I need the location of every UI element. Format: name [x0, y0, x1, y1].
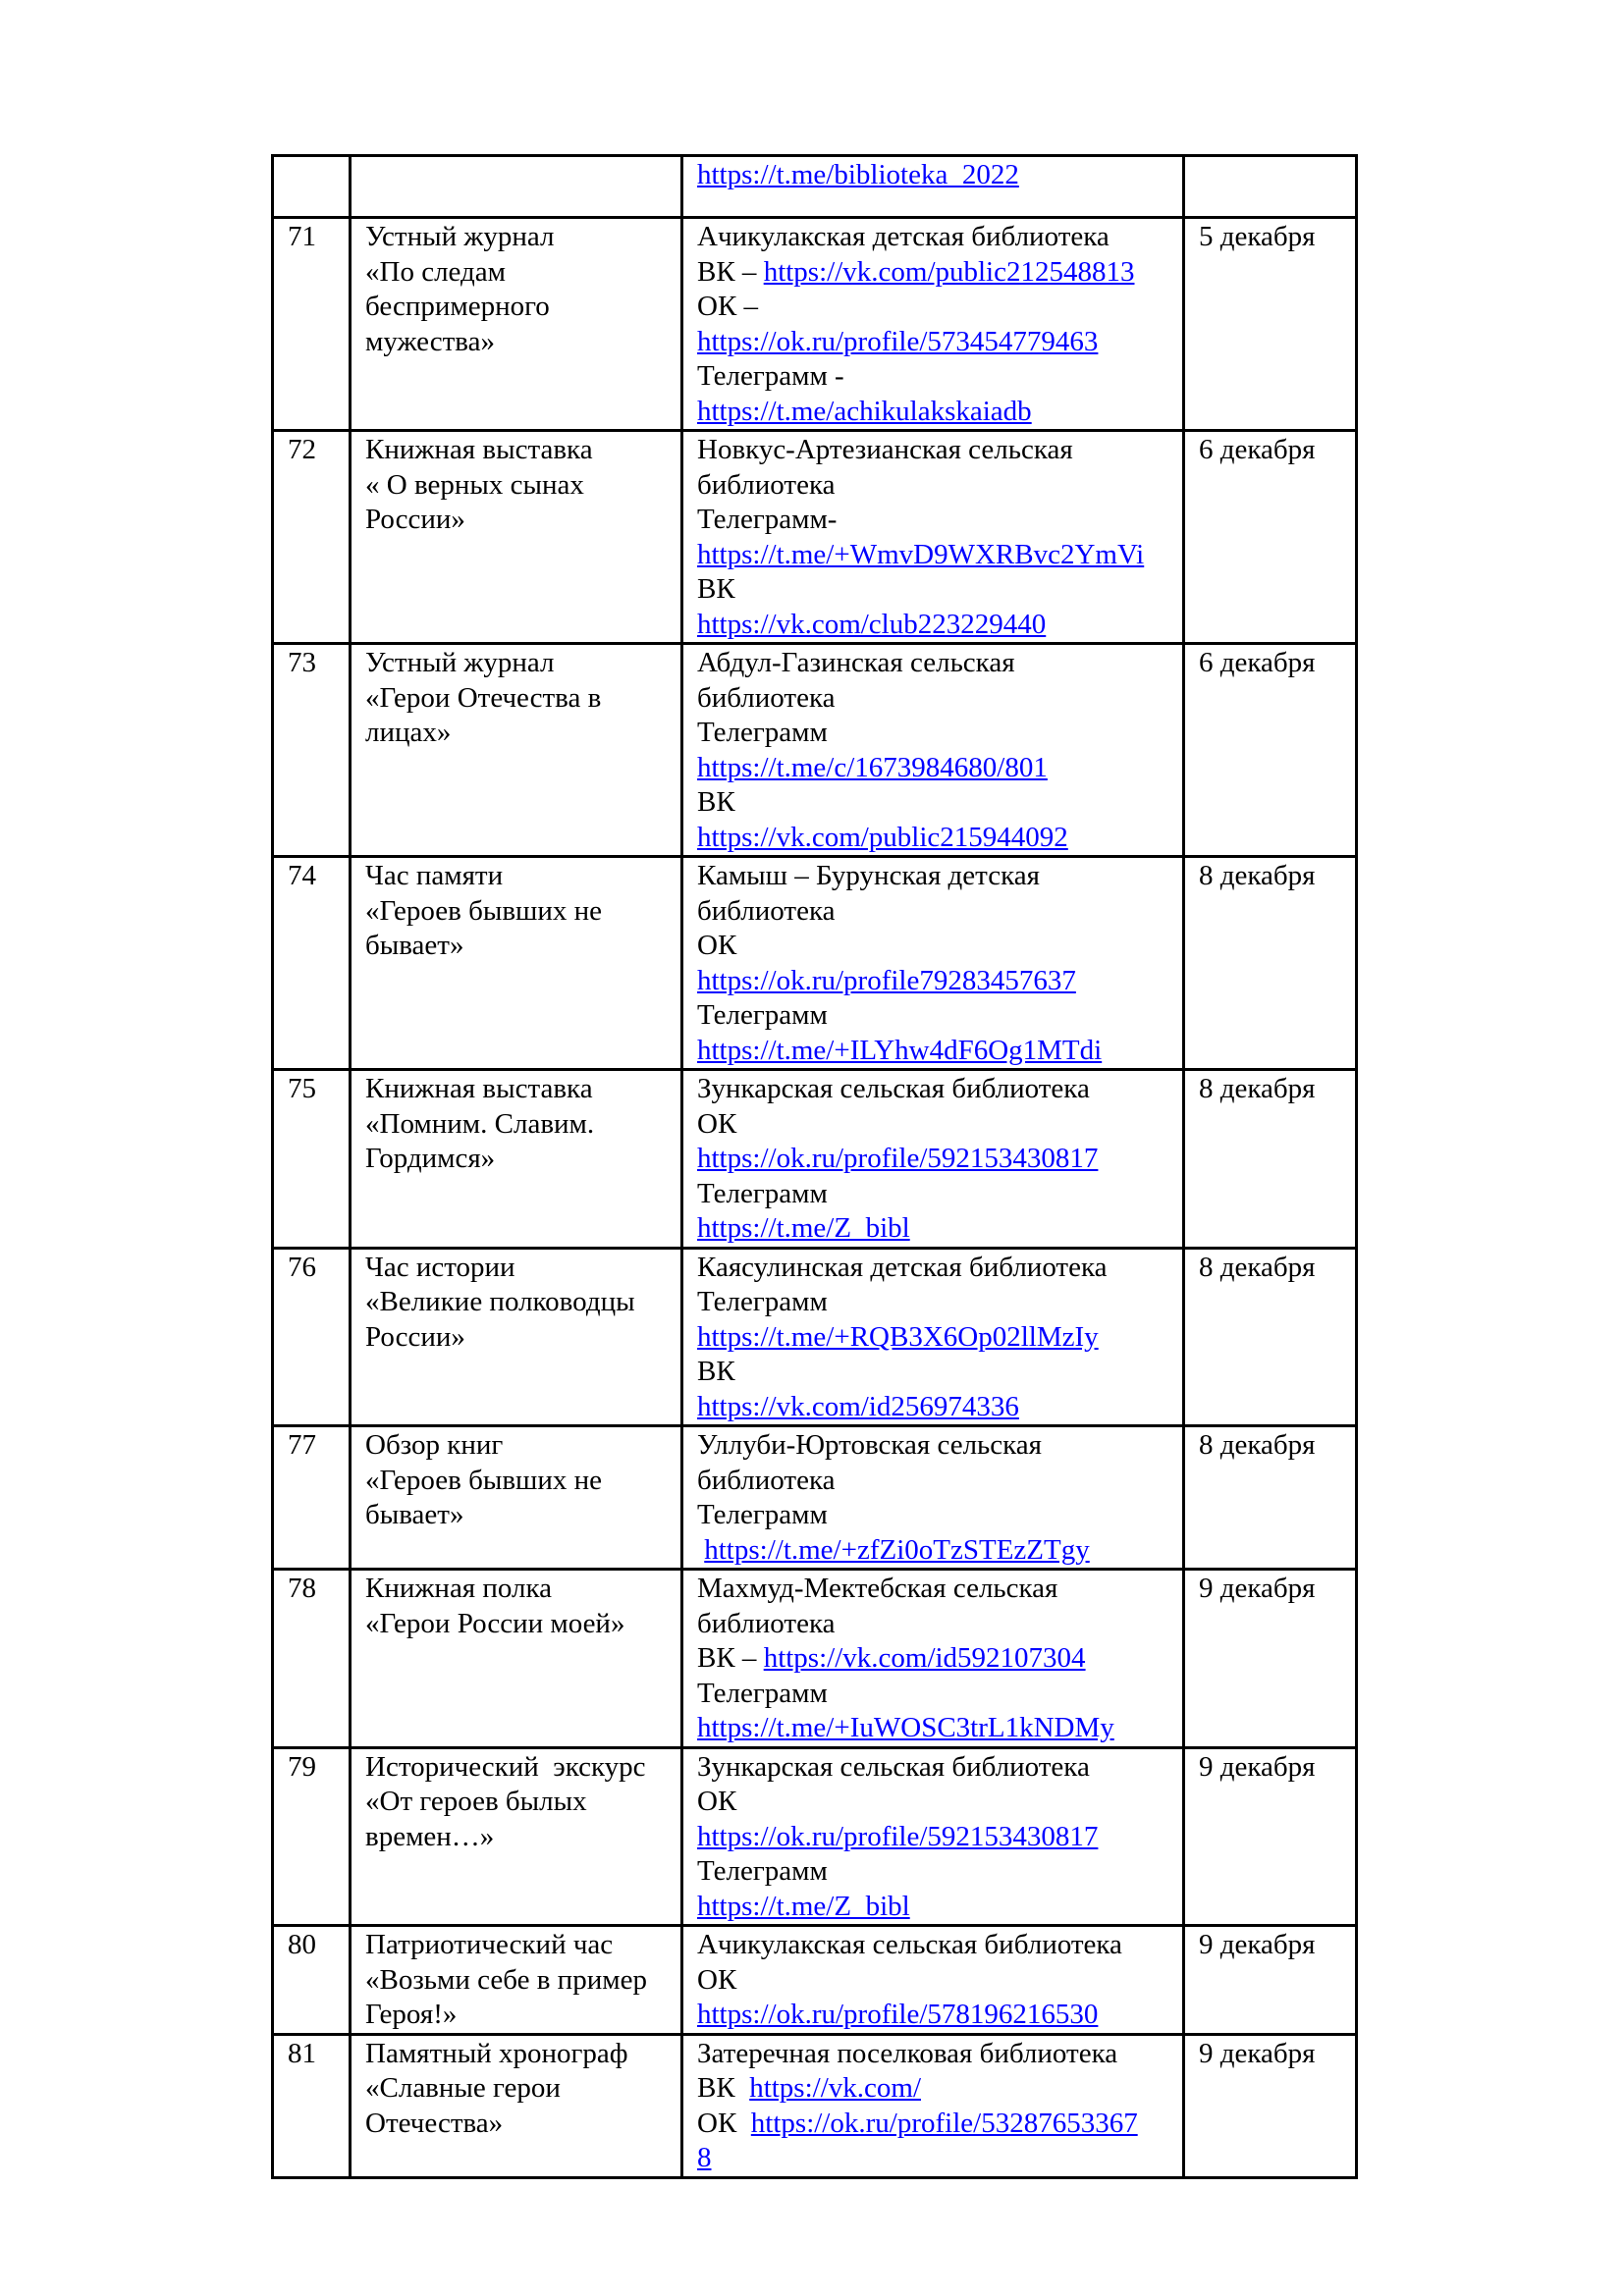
- event-title-line: Обзор книг: [365, 1429, 504, 1461]
- row-number-cell: [273, 1747, 351, 1926]
- event-title-line: Час истории: [365, 1251, 515, 1283]
- row-number: 73: [288, 647, 316, 678]
- event-title-cell: [351, 1426, 682, 1570]
- event-title-line: Книжная выставка: [365, 434, 593, 465]
- library-cell: [682, 1426, 1184, 1570]
- library-link-line: [697, 325, 1172, 360]
- events-table: [271, 154, 1358, 2179]
- social-network-label: ВК: [697, 2072, 750, 2104]
- event-date: 8 декабря: [1199, 1251, 1316, 1283]
- event-title-line: «От героев былых: [365, 1786, 587, 1817]
- social-link[interactable]: https://t.me/achikulakskaiadb: [697, 395, 1032, 427]
- table-row: [273, 1248, 1357, 1426]
- library-info-text: Каясулинская детская библиотека: [697, 1251, 1108, 1283]
- library-info-text: Ачикулакская детская библиотека: [697, 221, 1110, 252]
- library-cell: [682, 1248, 1184, 1426]
- event-title-line: «Герои Отечества в: [365, 681, 602, 714]
- event-date: 9 декабря: [1199, 1750, 1316, 1783]
- library-link-line: [697, 2107, 1172, 2142]
- social-link[interactable]: https://vk.com/id256974336: [697, 1390, 1019, 1422]
- library-cell: [682, 1070, 1184, 1249]
- event-title-line: Памятный хронограф: [365, 2037, 628, 2069]
- table-row: [273, 1747, 1357, 1926]
- row-number: 81: [288, 2037, 316, 2069]
- event-title-line: « О верных сынах: [365, 468, 584, 501]
- library-info-text: ВК: [697, 786, 735, 818]
- event-title-line: «Героев бывших не: [365, 1464, 603, 1496]
- date-cell: [1184, 218, 1357, 431]
- table-row: [273, 156, 1357, 218]
- date-cell: [1184, 1747, 1357, 1926]
- event-title-cell: [351, 156, 682, 218]
- row-number-cell: [273, 1070, 351, 1249]
- event-date: 8 декабря: [1199, 1429, 1316, 1461]
- library-info-text: Затеречная поселковая библиотека: [697, 2037, 1118, 2069]
- event-title-cell: [351, 857, 682, 1070]
- social-link[interactable]: https://ok.ru/profile/578196216530: [697, 1999, 1099, 2030]
- event-title-line: Отечества»: [365, 2107, 504, 2139]
- row-number-cell: [273, 218, 351, 431]
- date-cell: [1184, 1926, 1357, 2035]
- library-link-line: [697, 2141, 1172, 2176]
- event-title-line: беспримерного: [365, 291, 550, 322]
- event-title-line: Устный журнал: [365, 221, 555, 252]
- social-link[interactable]: https://ok.ru/profile/53287653367: [750, 2107, 1138, 2139]
- event-date: 8 декабря: [1199, 860, 1316, 891]
- library-info-text: библиотека: [697, 1607, 836, 1639]
- event-title-line: «Возьми себе в пример: [365, 1963, 647, 1996]
- library-cell: [682, 431, 1184, 644]
- event-title-line: России»: [365, 504, 465, 535]
- library-link-line: [697, 1034, 1172, 1069]
- library-cell: [682, 1926, 1184, 2035]
- event-title-line: времен…»: [365, 1820, 495, 1852]
- event-title-cell: [351, 644, 682, 857]
- date-cell: [1184, 1070, 1357, 1249]
- library-info-text: Телеграмм: [697, 999, 828, 1031]
- row-number-cell: [273, 1570, 351, 1748]
- event-title-line: Книжная выставка: [365, 1073, 593, 1104]
- library-cell: [682, 2034, 1184, 2177]
- library-link-line: [697, 1711, 1172, 1746]
- library-link-line: [697, 1320, 1172, 1356]
- date-cell: [1184, 1248, 1357, 1426]
- event-title-line: Исторический экскурс: [365, 1750, 646, 1783]
- events-table-body: [273, 156, 1357, 2178]
- date-cell: [1184, 1426, 1357, 1570]
- social-link[interactable]: https://t.me/+ILYhw4dF6Og1MTdi: [697, 1034, 1103, 1066]
- event-title-cell: [351, 431, 682, 644]
- library-info-text: Новкус-Артезианская сельская: [697, 434, 1073, 465]
- library-info-text: ОК –: [697, 291, 759, 322]
- event-title-cell: [351, 1248, 682, 1426]
- library-link-line: [697, 1211, 1172, 1247]
- library-info-text: ОК: [697, 1963, 737, 1996]
- social-link[interactable]: https://t.me/c/1673984680/801: [697, 751, 1048, 783]
- library-info-text: библиотека: [697, 894, 836, 927]
- event-title-line: мужества»: [365, 325, 495, 357]
- library-cell: [682, 644, 1184, 857]
- table-row: [273, 1570, 1357, 1748]
- event-title-line: Гордимся»: [365, 1143, 496, 1174]
- library-info-text: Уллуби-Юртовская сельская: [697, 1429, 1043, 1461]
- library-link-line: [697, 1533, 1172, 1569]
- row-number-cell: [273, 1426, 351, 1570]
- library-info-text: Телеграмм: [697, 1855, 828, 1887]
- library-link-line: [697, 1890, 1172, 1925]
- library-info-text: Махмуд-Мектебская сельская: [697, 1573, 1058, 1604]
- row-number: 79: [288, 1750, 316, 1783]
- table-row: [273, 2034, 1357, 2177]
- library-link-line: [697, 395, 1172, 430]
- row-number: 76: [288, 1251, 316, 1283]
- row-number-cell: [273, 2034, 351, 2177]
- social-link[interactable]: https://ok.ru/profile/592153430817: [697, 1820, 1099, 1852]
- event-title-cell: [351, 218, 682, 431]
- social-link[interactable]: https://t.me/+RQB3X6Op02llMzIy: [697, 1320, 1099, 1353]
- library-cell: [682, 857, 1184, 1070]
- library-link-line: [697, 1998, 1172, 2033]
- library-cell: [682, 218, 1184, 431]
- library-info-text: Телеграмм: [697, 1499, 828, 1530]
- row-number-cell: [273, 431, 351, 644]
- library-cell: [682, 156, 1184, 218]
- table-row: [273, 431, 1357, 644]
- row-number-cell: [273, 156, 351, 218]
- library-info-text: Телеграмм: [697, 1286, 828, 1317]
- library-link-line: [697, 751, 1172, 786]
- library-link-line: [697, 1390, 1172, 1425]
- row-number: 74: [288, 860, 316, 891]
- social-link[interactable]: https://t.me/Z_bibl: [697, 1212, 910, 1244]
- library-link-line: [697, 1641, 1172, 1677]
- library-info-text: Телеграмм: [697, 717, 828, 748]
- social-network-label: ВК –: [697, 255, 764, 288]
- social-network-label: ВК –: [697, 1642, 764, 1674]
- library-link-line: [697, 608, 1172, 643]
- library-info-text: Телеграмм: [697, 1177, 828, 1209]
- library-info-text: библиотека: [697, 468, 836, 501]
- social-link[interactable]: 8: [697, 2142, 712, 2173]
- library-info-text: Зункарская сельская библиотека: [697, 1073, 1090, 1104]
- table-row: [273, 218, 1357, 431]
- library-info-text: библиотека: [697, 681, 836, 714]
- event-title-cell: [351, 1070, 682, 1249]
- social-link[interactable]: https://t.me/+WmvD9WXRBvc2YmVi: [697, 538, 1145, 570]
- library-link-line: [697, 1142, 1172, 1177]
- event-title-cell: [351, 1570, 682, 1748]
- library-info-text: Абдул-Газинская сельская: [697, 647, 1015, 678]
- library-info-text: Телеграмм-: [697, 504, 838, 535]
- row-number: 78: [288, 1573, 316, 1604]
- event-title-line: «Героев бывших не: [365, 894, 603, 927]
- event-date: 9 декабря: [1199, 1573, 1316, 1604]
- table-row: [273, 1426, 1357, 1570]
- event-title-line: «Славные герои: [365, 2072, 561, 2104]
- library-info-text: Ачикулакская сельская библиотека: [697, 1929, 1122, 1960]
- row-number-cell: [273, 1248, 351, 1426]
- row-number: 77: [288, 1429, 316, 1461]
- library-link-line: [697, 821, 1172, 856]
- event-date: 9 декабря: [1199, 1929, 1316, 1960]
- event-date: 6 декабря: [1199, 647, 1316, 678]
- library-link-line: [697, 964, 1172, 999]
- event-date: 9 декабря: [1199, 2037, 1316, 2069]
- library-info-text: Телеграмм: [697, 1677, 828, 1709]
- row-number: 80: [288, 1929, 316, 1960]
- social-link[interactable]: https://vk.com/: [749, 2072, 921, 2104]
- library-info-text: ОК: [697, 930, 737, 961]
- row-number: 72: [288, 434, 316, 465]
- social-link[interactable]: https://vk.com/public215944092: [697, 821, 1068, 853]
- library-link-line: [697, 538, 1172, 573]
- library-info-text: библиотека: [697, 1464, 836, 1496]
- event-title-line: «Герои России моей»: [365, 1607, 625, 1639]
- event-date: 6 декабря: [1199, 434, 1316, 465]
- social-link[interactable]: https://vk.com/public212548813: [763, 255, 1135, 288]
- social-link[interactable]: https://t.me/biblioteka_2022: [697, 159, 1019, 190]
- date-cell: [1184, 857, 1357, 1070]
- date-cell: [1184, 431, 1357, 644]
- event-title-line: Патриотический час: [365, 1929, 614, 1960]
- row-number: 71: [288, 221, 316, 252]
- row-number-cell: [273, 1926, 351, 2035]
- library-link-line: [697, 1820, 1172, 1855]
- event-title-line: «Великие полководцы: [365, 1286, 635, 1317]
- library-link-line: [697, 2071, 1172, 2107]
- row-number-cell: [273, 857, 351, 1070]
- library-info-text: Камыш – Бурунская детская: [697, 860, 1040, 891]
- event-title-line: Устный журнал: [365, 647, 555, 678]
- event-title-line: бывает»: [365, 1499, 464, 1530]
- social-link[interactable]: https://t.me/+zfZi0oTzSTEzZTgy: [704, 1533, 1090, 1566]
- table-row: [273, 857, 1357, 1070]
- library-info-text: Зункарская сельская библиотека: [697, 1750, 1090, 1783]
- library-info-text: ОК: [697, 1786, 737, 1817]
- library-cell: [682, 1570, 1184, 1748]
- event-title-line: России»: [365, 1320, 465, 1353]
- table-row: [273, 1070, 1357, 1249]
- event-title-line: Час памяти: [365, 860, 504, 891]
- event-title-line: лицах»: [365, 717, 452, 748]
- social-link[interactable]: https://t.me/Z_bibl: [697, 1890, 910, 1922]
- social-link[interactable]: https://ok.ru/profile79283457637: [697, 964, 1076, 996]
- library-link-line: [697, 158, 1172, 193]
- date-cell: [1184, 1570, 1357, 1748]
- event-title-line: Книжная полка: [365, 1573, 553, 1604]
- row-number: 75: [288, 1073, 316, 1104]
- event-title-cell: [351, 2034, 682, 2177]
- date-cell: [1184, 156, 1357, 218]
- date-cell: [1184, 2034, 1357, 2177]
- event-title-line: «По следам: [365, 255, 507, 288]
- event-title-line: бывает»: [365, 930, 464, 961]
- row-number-cell: [273, 644, 351, 857]
- library-info-text: ВК: [697, 573, 735, 605]
- library-info-text: ВК: [697, 1356, 735, 1387]
- library-link-line: [697, 255, 1172, 291]
- social-link[interactable]: https://vk.com/id592107304: [763, 1642, 1086, 1674]
- table-row: [273, 1926, 1357, 2035]
- event-title-cell: [351, 1747, 682, 1926]
- social-network-label: ОК: [697, 2107, 751, 2139]
- library-info-text: Телеграмм -: [697, 360, 844, 392]
- social-link[interactable]: https://ok.ru/profile/592153430817: [697, 1143, 1099, 1174]
- event-date: 5 декабря: [1199, 221, 1316, 252]
- date-cell: [1184, 644, 1357, 857]
- library-info-text: ОК: [697, 1107, 737, 1140]
- table-row: [273, 644, 1357, 857]
- social-link[interactable]: https://t.me/+IuWOSC3trL1kNDMy: [697, 1712, 1114, 1743]
- event-title-cell: [351, 1926, 682, 2035]
- social-link[interactable]: https://ok.ru/profile/573454779463: [697, 325, 1099, 357]
- event-title-line: Героя!»: [365, 1999, 458, 2030]
- library-cell: [682, 1747, 1184, 1926]
- event-title-line: «Помним. Славим.: [365, 1107, 595, 1140]
- social-link[interactable]: https://vk.com/club223229440: [697, 608, 1047, 640]
- event-date: 8 декабря: [1199, 1073, 1316, 1104]
